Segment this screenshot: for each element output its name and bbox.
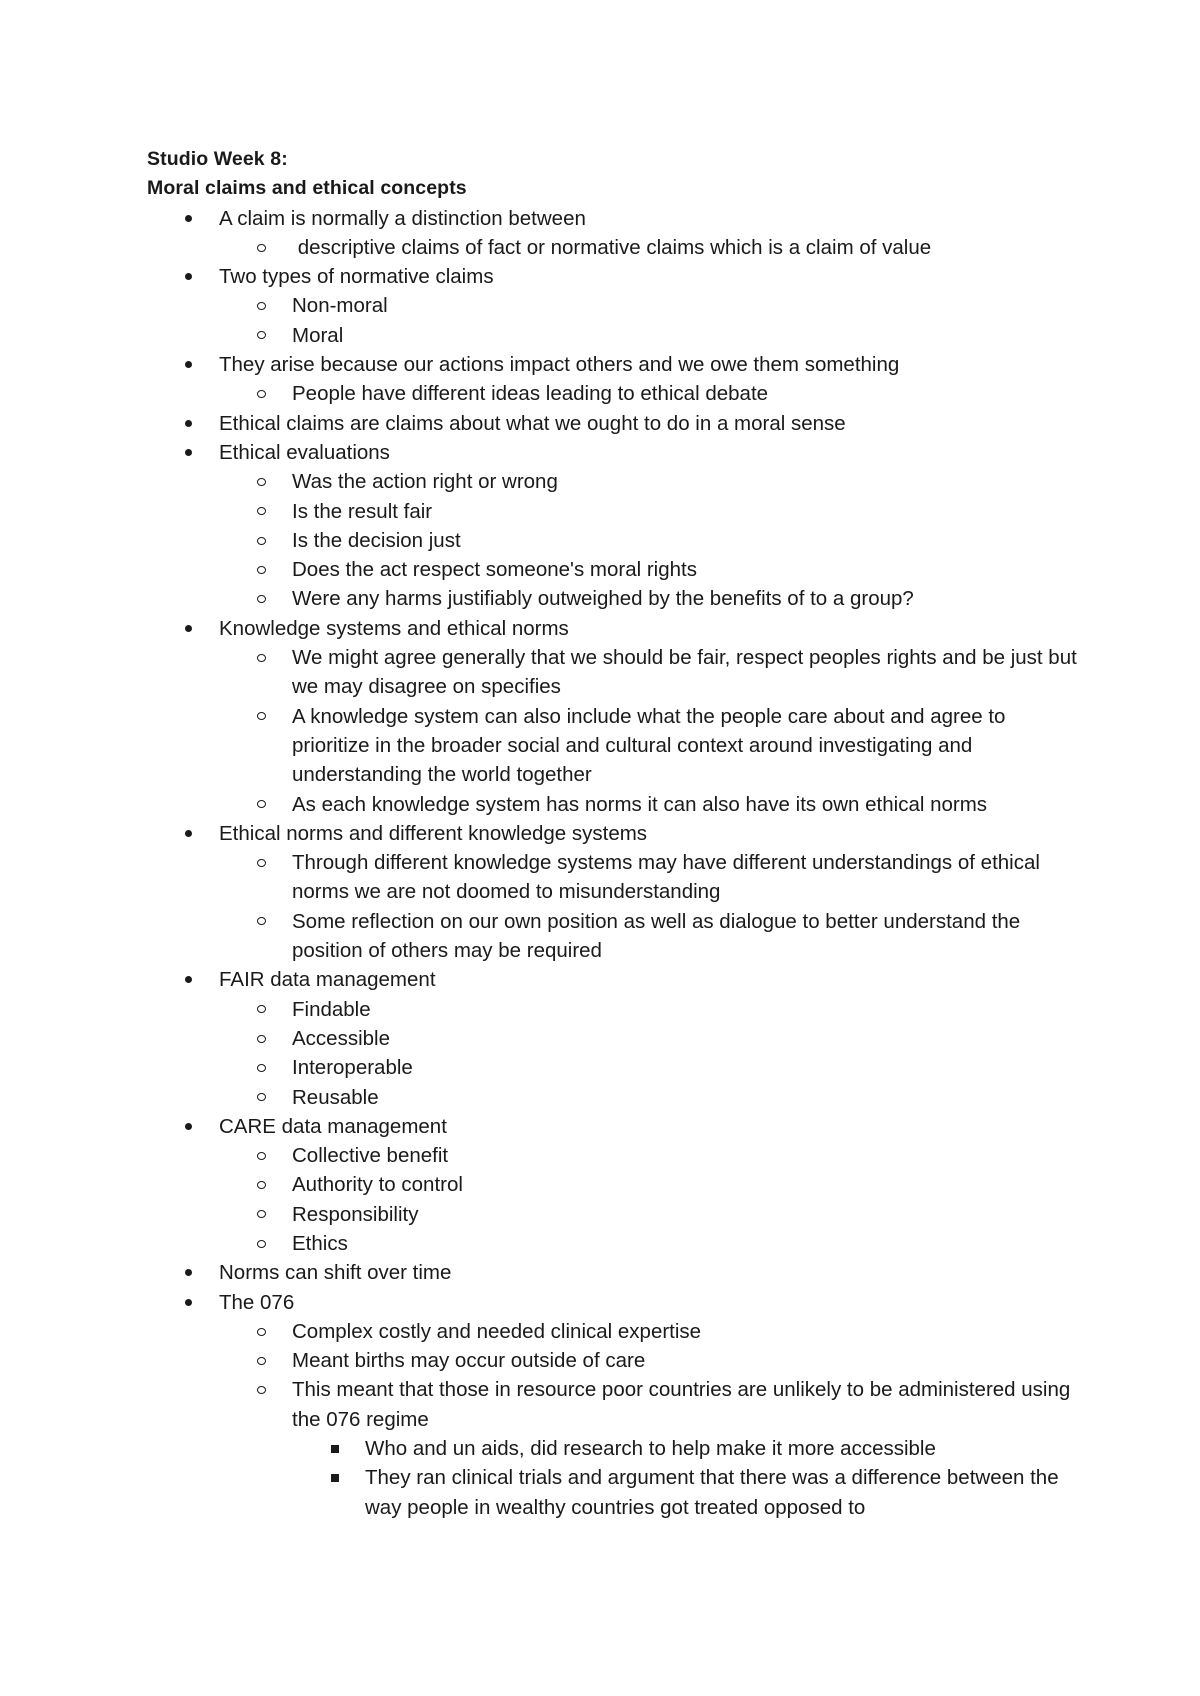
list-item <box>147 965 1087 994</box>
list-item-text: Ethical claims are claims about what we ought to do in a moral sense <box>219 411 846 435</box>
list-item <box>147 1317 1087 1346</box>
outline-level-2 <box>147 848 1087 907</box>
document-page <box>147 145 1087 1522</box>
bullet-circle-icon <box>257 291 266 320</box>
bullet-disc-icon <box>185 1112 192 1141</box>
list-item <box>147 907 1087 966</box>
outline-level-2 <box>147 467 1087 496</box>
list-item-text: Ethical norms and different knowledge systems <box>219 821 648 845</box>
list-item <box>147 702 1087 790</box>
bullet-disc-icon <box>185 819 192 848</box>
list-item <box>147 819 1087 848</box>
list-item <box>147 614 1087 643</box>
list-item-text: A claim is normally a distinction between <box>219 206 586 230</box>
outline-level-2 <box>147 1200 1087 1229</box>
outline-level-2 <box>147 321 1087 350</box>
list-item-text: Accessible <box>292 1026 390 1050</box>
bullet-circle-icon <box>257 643 266 672</box>
list-item <box>147 1141 1087 1170</box>
list-item-text: Who and un aids, did research to help make it more accessible <box>365 1437 936 1461</box>
list-item-text: This meant that those in resource poor countries are unlikely to be administered using the 076 regime <box>292 1378 1076 1431</box>
list-item <box>147 467 1087 496</box>
outline-level-2 <box>147 233 1087 262</box>
list-item <box>147 379 1087 408</box>
list-item <box>147 643 1087 702</box>
list-item-text: Responsibility <box>292 1202 419 1226</box>
bullet-circle-icon <box>257 467 266 496</box>
bullet-disc-icon <box>185 614 192 643</box>
list-item-text: Ethics <box>292 1231 348 1255</box>
list-item <box>147 1346 1087 1375</box>
bullet-circle-icon <box>257 702 266 731</box>
list-item-text: FAIR data management <box>219 968 436 992</box>
list-item <box>147 555 1087 584</box>
bullet-disc-icon <box>185 1258 192 1287</box>
outline-level-3 <box>147 1463 1087 1522</box>
bullet-circle-icon <box>257 1200 266 1229</box>
list-item-text: Were any harms justifiably outweighed by the benefits of to a group? <box>292 587 914 611</box>
bullet-circle-icon <box>257 1141 266 1170</box>
bullet-disc-icon <box>185 438 192 467</box>
outline-level-2 <box>147 643 1087 702</box>
bullet-circle-icon <box>257 379 266 408</box>
list-item <box>147 1434 1087 1463</box>
list-item-text: Meant births may occur outside of care <box>292 1349 646 1373</box>
bullet-circle-icon <box>257 497 266 526</box>
outline-level-1 <box>147 350 1087 379</box>
bullet-circle-icon <box>257 907 266 936</box>
list-item <box>147 1375 1087 1434</box>
outline-level-1 <box>147 1258 1087 1287</box>
list-item <box>147 438 1087 467</box>
bullet-circle-icon <box>257 555 266 584</box>
outline-level-2 <box>147 291 1087 320</box>
list-item-text: Knowledge systems and ethical norms <box>219 616 569 640</box>
list-item <box>147 1170 1087 1199</box>
bullet-square-icon <box>331 1463 339 1492</box>
list-item <box>147 995 1087 1024</box>
bullet-disc-icon <box>185 350 192 379</box>
outline-level-2 <box>147 584 1087 613</box>
list-item <box>147 409 1087 438</box>
list-item-text: Findable <box>292 997 371 1021</box>
list-item-text: Moral <box>292 323 344 347</box>
list-item <box>147 1112 1087 1141</box>
list-item <box>147 1463 1087 1522</box>
list-item <box>147 1024 1087 1053</box>
list-item-text: Authority to control <box>292 1173 463 1197</box>
list-item-text: Some reflection on our own position as well as dialogue to better understand the position of others may be required <box>292 909 1026 963</box>
list-item-text: Norms can shift over time <box>219 1261 452 1285</box>
bullet-circle-icon <box>257 233 266 262</box>
outline-level-2 <box>147 790 1087 819</box>
list-item <box>147 790 1087 819</box>
list-item-text: CARE data management <box>219 1114 447 1138</box>
list-item <box>147 233 1087 262</box>
outline-level-2 <box>147 379 1087 408</box>
document-heading: Studio Week 8: <box>147 148 288 170</box>
bullet-circle-icon <box>257 1375 266 1404</box>
list-item-text: Reusable <box>292 1085 379 1109</box>
bullet-outline <box>147 204 1087 1522</box>
outline-level-1 <box>147 438 1087 467</box>
outline-level-2 <box>147 1375 1087 1434</box>
outline-level-1 <box>147 1112 1087 1141</box>
list-item <box>147 262 1087 291</box>
outline-level-1 <box>147 819 1087 848</box>
outline-level-1 <box>147 965 1087 994</box>
bullet-circle-icon <box>257 321 266 350</box>
bullet-circle-icon <box>257 1317 266 1346</box>
list-item <box>147 526 1087 555</box>
outline-level-2 <box>147 907 1087 966</box>
outline-level-2 <box>147 555 1087 584</box>
outline-level-1 <box>147 409 1087 438</box>
list-item <box>147 350 1087 379</box>
outline-level-2 <box>147 1317 1087 1346</box>
outline-level-3 <box>147 1434 1087 1463</box>
list-item-text: They ran clinical trials and argument that there was a difference between the way people in wealthy countries got treated opposed to <box>365 1466 1065 1519</box>
outline-level-1 <box>147 204 1087 233</box>
bullet-circle-icon <box>257 1346 266 1375</box>
outline-level-1 <box>147 262 1087 291</box>
bullet-circle-icon <box>257 1053 266 1082</box>
list-item <box>147 1288 1087 1317</box>
list-item-text: We might agree generally that we should be fair, respect peoples rights and be just but we may disagree on specifies <box>292 646 1083 699</box>
list-item <box>147 291 1087 320</box>
bullet-disc-icon <box>185 965 192 994</box>
list-item <box>147 848 1087 907</box>
outline-level-2 <box>147 1170 1087 1199</box>
list-item <box>147 321 1087 350</box>
outline-level-2 <box>147 1053 1087 1082</box>
outline-level-2 <box>147 995 1087 1024</box>
list-item <box>147 1258 1087 1287</box>
bullet-disc-icon <box>185 204 192 233</box>
bullet-square-icon <box>331 1434 339 1463</box>
list-item <box>147 1053 1087 1082</box>
outline-level-2 <box>147 702 1087 790</box>
outline-level-2 <box>147 1024 1087 1053</box>
outline-level-2 <box>147 1346 1087 1375</box>
bullet-circle-icon <box>257 1229 266 1258</box>
bullet-circle-icon <box>257 848 266 877</box>
list-item <box>147 584 1087 613</box>
outline-level-2 <box>147 526 1087 555</box>
bullet-circle-icon <box>257 526 266 555</box>
list-item-text: Through different knowledge systems may have different understandings of ethical norms we are not doomed to misunderstanding <box>292 851 1046 904</box>
list-item-text: Complex costly and needed clinical expertise <box>292 1319 702 1343</box>
outline-level-2 <box>147 1083 1087 1112</box>
bullet-circle-icon <box>257 584 266 613</box>
list-item-text: descriptive claims of fact or normative claims which is a claim of value <box>292 235 932 259</box>
list-item-text: Non-moral <box>292 294 388 318</box>
outline-level-1 <box>147 1288 1087 1317</box>
list-item <box>147 1229 1087 1258</box>
bullet-disc-icon <box>185 409 192 438</box>
bullet-disc-icon <box>185 262 192 291</box>
bullet-circle-icon <box>257 790 266 819</box>
list-item-text: Collective benefit <box>292 1144 449 1168</box>
list-item-text: A knowledge system can also include what the people care about and agree to prioritize in the broader social and cultural context around investigating and understanding the world together <box>292 704 1012 787</box>
list-item-text: Ethical evaluations <box>219 440 390 464</box>
list-item <box>147 1083 1087 1112</box>
outline-level-1 <box>147 614 1087 643</box>
list-item-text: The 076 <box>219 1290 295 1314</box>
bullet-disc-icon <box>185 1288 192 1317</box>
bullet-circle-icon <box>257 1083 266 1112</box>
list-item-text: Interoperable <box>292 1056 413 1080</box>
list-item-text: As each knowledge system has norms it can also have its own ethical norms <box>292 792 988 816</box>
list-item <box>147 204 1087 233</box>
outline-level-2 <box>147 1141 1087 1170</box>
list-item-text: Two types of normative claims <box>219 265 494 289</box>
list-item-text: Is the result fair <box>292 499 433 523</box>
list-item <box>147 497 1087 526</box>
bullet-circle-icon <box>257 1024 266 1053</box>
bullet-circle-icon <box>257 1170 266 1199</box>
document-subheading: Moral claims and ethical concepts <box>147 177 467 200</box>
list-item-text: Is the decision just <box>292 528 461 552</box>
outline-level-2 <box>147 497 1087 526</box>
bullet-circle-icon <box>257 995 266 1024</box>
list-item <box>147 1200 1087 1229</box>
list-item-text: They arise because our actions impact others and we owe them something <box>219 353 900 377</box>
list-item-text: People have different ideas leading to ethical debate <box>292 382 769 406</box>
outline-level-2 <box>147 1229 1087 1258</box>
list-item-text: Was the action right or wrong <box>292 470 558 494</box>
list-item-text: Does the act respect someone's moral rights <box>292 558 697 582</box>
